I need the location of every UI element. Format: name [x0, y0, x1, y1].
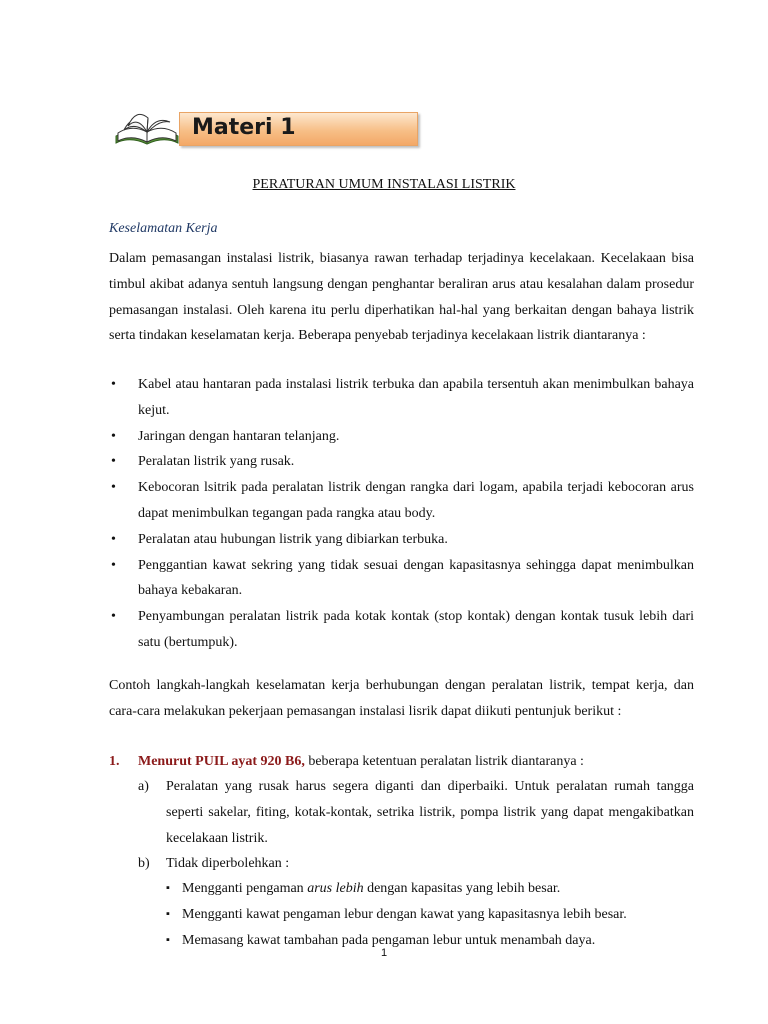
square-bullet-icon: ▪ — [166, 907, 170, 920]
page-number: 1 — [380, 947, 388, 959]
square-bullet-icon: ▪ — [166, 933, 170, 946]
list-item: • Jaringan dengan hantaran telanjang. — [109, 424, 694, 450]
section-heading: Keselamatan Kerja — [109, 221, 218, 236]
sub-item-label: b) — [138, 856, 150, 871]
intro-paragraph: Dalam pemasangan instalasi listrik, biasanya rawan terhadap terjadinya kecelakaan. Kecelakaan bisa timbul akibat adanya sentuh langsung dengan penghantar beraliran arus atau kesalahan dalam prosedur pemasangan instalasi. Oleh karena itu perlu diperhatikan hal-hal yang berkaitan dengan bahaya listrik serta tindakan keselamatan kerja. Beberapa penyebab terjadinya kecelakaan listrik diantaranya : — [109, 251, 694, 344]
list-item: ▪ Mengganti kawat pengaman lebur dengan kawat yang kapasitasnya lebih besar. — [166, 902, 694, 928]
list-item: ▪ Mengganti pengaman arus lebih dengan kapasitas yang lebih besar. — [166, 876, 694, 902]
list-item: • Kabel atau hantaran pada instalasi listrik terbuka dan apabila tersentuh akan menimbulkan bahaya kejut. — [109, 372, 694, 424]
list-item: • Kebocoran lsitrik pada peralatan listrik dengan rangka dari logam, apabila terjadi kebocoran arus dapat menimbulkan tegangan pada rangka atau body. — [109, 475, 694, 527]
bullet-icon: • — [111, 557, 116, 573]
banner-title: Materi 1 — [192, 115, 296, 140]
chapter-banner — [112, 106, 420, 152]
list-item: • Penggantian kawat sekring yang tidak sesuai dengan kapasitasnya sehingga dapat menimbulkan bahaya kebakaran. — [109, 553, 694, 605]
prohibited-list — [166, 876, 694, 953]
list-item: ▪ Memasang kawat tambahan pada pengaman lebur untuk menambah daya. — [166, 928, 694, 954]
bullet-icon: • — [111, 377, 116, 392]
list-item: • Penyambungan peralatan listrik pada kotak kontak (stop kontak) dengan kontak tusuk lebih dari satu (bertumpuk). — [109, 604, 694, 656]
sub-item-a — [138, 774, 694, 851]
second-paragraph: Contoh langkah-langkah keselamatan kerja berhubungan dengan peralatan listrik, tempat kerja, dan cara-cara melakukan pekerjaan pemasangan instalasi lisrik dapat diikuti pentunjuk berikut : — [109, 678, 694, 719]
bullet-icon: • — [111, 454, 116, 470]
square-bullet-icon: ▪ — [166, 882, 170, 894]
regulation-reference: Menurut PUIL ayat 920 B6, — [138, 754, 305, 769]
sub-item-text: Peralatan yang rusak harus segera diganti dan diperbaiki. Untuk peralatan rumah tangga seperti sakelar, fiting, kotak-kontak, setrika listrik, pompa listrik yang dapat mengakibatkan kecelakaan listrik. — [166, 779, 694, 846]
open-book-icon — [112, 106, 182, 152]
bullet-icon: • — [111, 531, 116, 547]
causes-list — [109, 372, 694, 656]
sub-item-label: a) — [138, 779, 149, 794]
sub-item-text: Tidak diperbolehkan : — [166, 856, 290, 871]
bullet-icon: • — [111, 480, 116, 496]
sub-item-b — [138, 851, 694, 877]
list-item: • Peralatan atau hubungan listrik yang dibiarkan terbuka. — [109, 527, 694, 553]
item-number: 1. — [109, 754, 120, 769]
bullet-icon: • — [111, 609, 116, 625]
list-item: • Peralatan listrik yang rusak. — [109, 449, 694, 475]
page-title: PERATURAN UMUM INSTALASI LISTRIK — [252, 177, 516, 192]
bullet-icon: • — [111, 428, 116, 444]
item-text: beberapa ketentuan peralatan listrik diantaranya : — [304, 754, 584, 769]
